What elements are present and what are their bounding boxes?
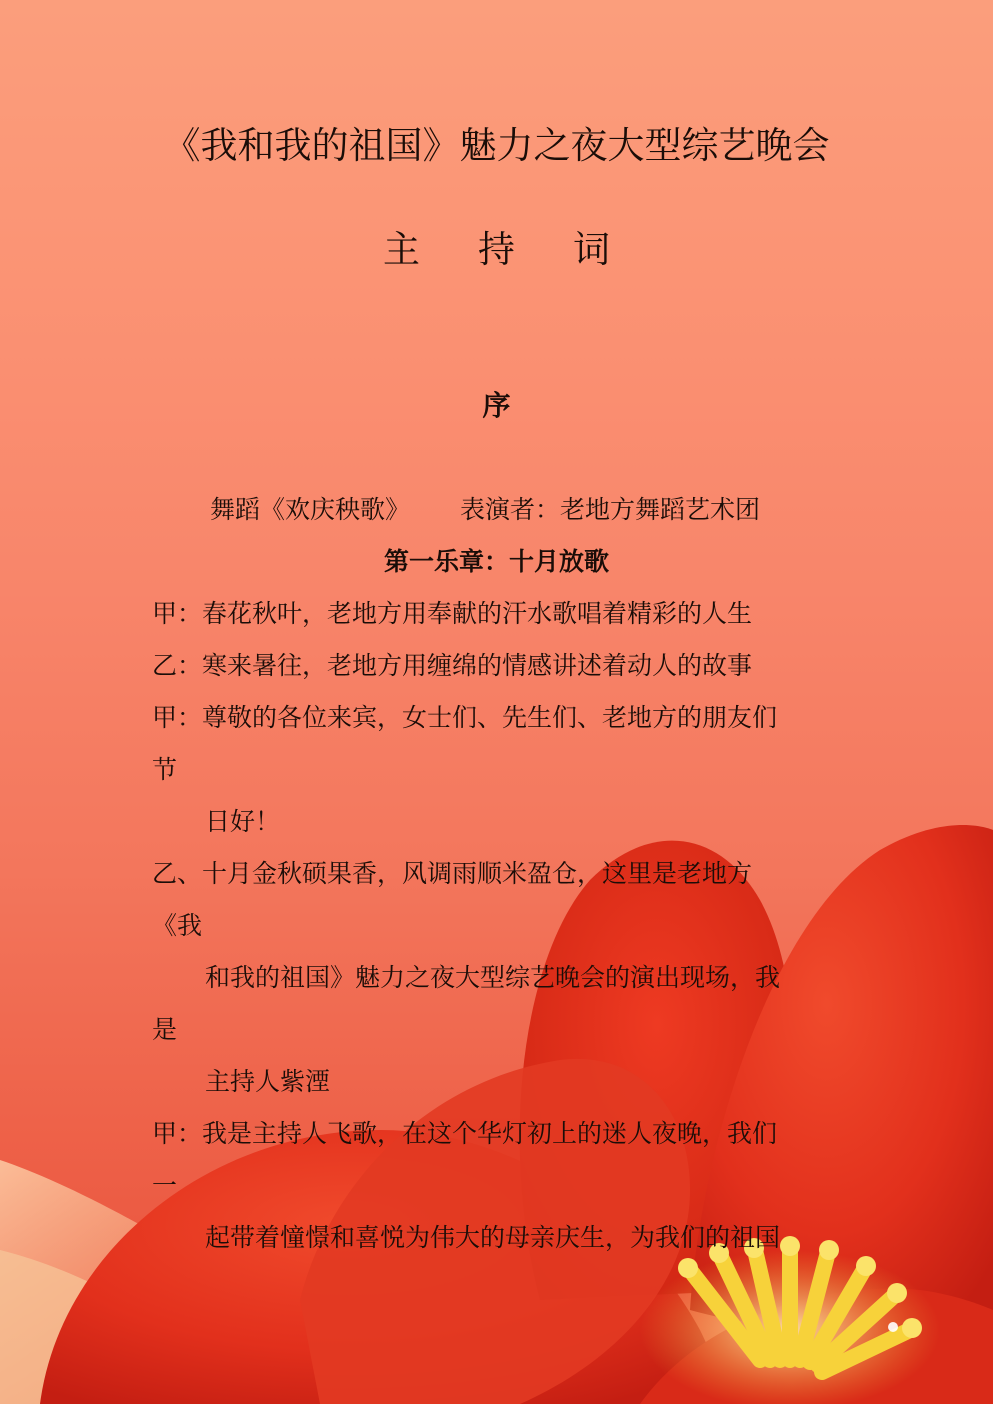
subtitle-char: 主 <box>383 228 420 271</box>
script-line: 甲：我是主持人飞歌，在这个华灯初上的迷人夜晚，我们 <box>152 1119 778 1148</box>
script-line: 乙：寒来暑往，老地方用缠绵的情感讲述着动人的故事 <box>152 651 753 680</box>
subtitle-char: 持 <box>478 228 515 271</box>
chapter-heading: 第一乐章：十月放歌 <box>383 547 609 576</box>
script-line: 《我 <box>152 911 203 940</box>
script-line: 是 <box>152 1015 178 1044</box>
script-line: 乙、十月金秋硕果香，风调雨顺米盈仓，这里是老地方 <box>152 859 753 888</box>
script-line: 和我的祖国》魅力之夜大型综艺晚会的演出现场，我 <box>205 963 781 992</box>
subtitle-char: 词 <box>573 228 610 271</box>
script-line: 甲：春花秋叶，老地方用奉献的汗水歌唱着精彩的人生 <box>152 599 753 628</box>
program-item: 舞蹈《欢庆秧歌》 <box>210 495 411 524</box>
script-line: 主持人紫湮 <box>205 1067 331 1096</box>
program-performer: 表演者：老地方舞蹈艺术团 <box>460 495 761 524</box>
preface-heading: 序 <box>482 389 511 422</box>
document-subtitle <box>0 226 993 274</box>
script-line: 日好！ <box>205 807 281 836</box>
document-title: 《我和我的祖国》魅力之夜大型综艺晚会 <box>163 124 830 167</box>
program-line <box>210 493 760 527</box>
script-line: 一 <box>152 1171 178 1200</box>
script-line: 节 <box>152 755 178 784</box>
script-line: 起带着憧憬和喜悦为伟大的母亲庆生，为我们的祖国 <box>205 1223 781 1252</box>
script-line: 甲：尊敬的各位来宾，女士们、先生们、老地方的朋友们 <box>152 703 778 732</box>
